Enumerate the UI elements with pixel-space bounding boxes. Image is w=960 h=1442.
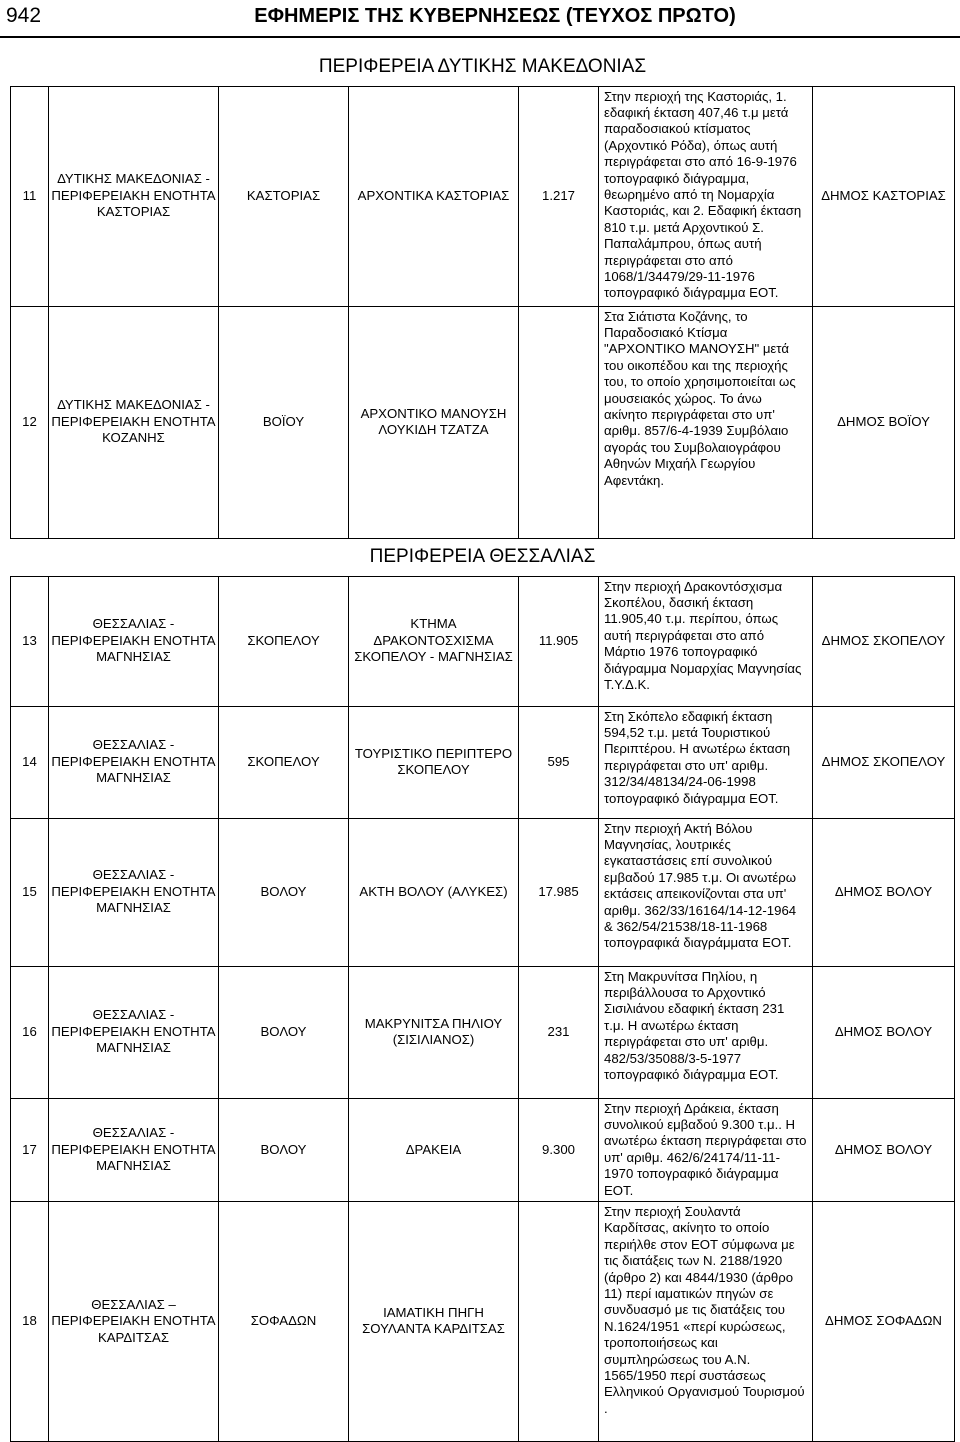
property-name-cell: ΑΡΧΟΝΤΙΚΟ ΜΑΝΟΥΣΗ ΛΟΥΚΙΔΗ ΤΖΑΤΖΑ <box>349 306 519 538</box>
page-number: 942 <box>6 4 42 27</box>
region-unit-cell: ΔΥΤΙΚΗΣ ΜΑΚΕΔΟΝΙΑΣ - ΠΕΡΙΦΕΡΕΙΑΚΗ ΕΝΟΤΗΤΑ ΚΑΣΤΟΡΙΑΣ <box>49 86 219 306</box>
property-name-cell: ΜΑΚΡΥΝΙΤΣΑ ΠΗΛΙΟΥ (ΣΙΣΙΛΙΑΝΟΣ) <box>349 966 519 1098</box>
location-cell: ΒΟΛΟΥ <box>219 1098 349 1201</box>
area-cell: 231 <box>519 966 599 1098</box>
region-heading-row <box>11 48 955 86</box>
municipality-cell: ΔΗΜΟΣ ΒΟΪΟΥ <box>813 306 955 538</box>
area-cell: 9.300 <box>519 1098 599 1201</box>
description-cell: Στη Σκόπελο εδαφική έκταση 594,52 τ.μ. μετά Τουριστικού Περιπτέρου. Η ανωτέρω έκταση περιγράφεται στο υπ' αριθμ. 312/34/48134/24-06-1998 τοπογραφικό διάγραμμα ΕΟΤ. <box>599 706 813 818</box>
region-heading-row <box>11 538 955 576</box>
gazette-title: ΕΦΗΜΕΡΙΣ ΤΗΣ ΚΥΒΕΡΝΗΣΕΩΣ (ΤΕΥΧΟΣ ΠΡΩΤΟ) <box>254 5 736 27</box>
description-cell: Στην περιοχή Ακτή Βόλου Μαγνησίας, λουτρικές εγκαταστάσεις επί συνολικού εμβαδού 17.985 τ.μ. Οι ανωτέρω εκτάσεις απεικονίζονται στα υπ' αριθμ. 362/33/16164/14-12-1964 & 362/54/21538/18-11-1968 τοπογραφικά διαγράμματα ΕΟΤ. <box>599 818 813 966</box>
description-cell: Στην περιοχή Δράκεια, έκταση συνολικού εμβαδού 9.300 τ.μ.. Η ανωτέρω έκταση περιγράφεται στο υπ' αριθμ. 462/6/24174/11-11-1970 τοπογραφικό διάγραμμα ΕΟΤ. <box>599 1098 813 1201</box>
location-cell: ΣΟΦΑΔΩΝ <box>219 1201 349 1441</box>
property-name-cell: ΙΑΜΑΤΙΚΗ ΠΗΓΗ ΣΟΥΛΑΝΤΑ ΚΑΡΔΙΤΣΑΣ <box>349 1201 519 1441</box>
row-number: 16 <box>11 966 49 1098</box>
description-cell: Στη Μακρυνίτσα Πηλίου, η περιβάλλουσα το Αρχοντικό Σισιλιάνου εδαφική έκταση 231 τ.μ. Η ανωτέρω έκταση περιγράφεται στο υπ' αριθμ. 482/53/35088/3-5-1977 τοπογραφικό διάγραμμα ΕΟΤ. <box>599 966 813 1098</box>
municipality-cell: ΔΗΜΟΣ ΚΑΣΤΟΡΙΑΣ <box>813 86 955 306</box>
description-cell: Στα Σιάτιστα Κοζάνης, το Παραδοσιακό Κτίσμα "ΑΡΧΟΝΤΙΚΟ ΜΑΝΟΥΣΗ" μετά του οικοπέδου και της περιοχής του, το οποίο χρησιμοποιείται ως μουσειακός χώρος. Το άνω ακίνητο περιγράφεται στο υπ' αριθμ. 857/6-4-1939 Συμβόλαιο αγοράς του Συμβολαιογράφου Αθηνών Μιχαήλ Γεωργίου Αφεντάκη. <box>599 306 813 538</box>
region-unit-cell: ΘΕΣΣΑΛΙΑΣ - ΠΕΡΙΦΕΡΕΙΑΚΗ ΕΝΟΤΗΤΑ ΜΑΓΝΗΣΙΑΣ <box>49 706 219 818</box>
municipality-cell: ΔΗΜΟΣ ΒΟΛΟΥ <box>813 1098 955 1201</box>
table-row <box>11 706 955 818</box>
table-row <box>11 86 955 306</box>
property-name-cell: ΑΡΧΟΝΤΙΚΑ ΚΑΣΤΟΡΙΑΣ <box>349 86 519 306</box>
description-cell: Στην περιοχή Σουλαντά Καρδίτσας, ακίνητο το οποίο περιήλθε στον ΕΟΤ σύμφωνα με τις διατάξεις των Ν. 2188/1920 (άρθρο 2) και 4844/1930 (άρθρο 11) περί ιαματικών πηγών σε συνδυασμό με τις διατάξεις του Ν.1624/1951 «περί κυρώσεως, τροποποιήσεως και συμπληρώσεως του Α.Ν. 1565/1950 περί συστάσεως Ελληνικού Οργανισμού Τουρισμού . <box>599 1201 813 1441</box>
municipality-cell: ΔΗΜΟΣ ΒΟΛΟΥ <box>813 966 955 1098</box>
location-cell: ΚΑΣΤΟΡΙΑΣ <box>219 86 349 306</box>
region-unit-cell: ΘΕΣΣΑΛΙΑΣ - ΠΕΡΙΦΕΡΕΙΑΚΗ ΕΝΟΤΗΤΑ ΜΑΓΝΗΣΙΑΣ <box>49 576 219 706</box>
table-row <box>11 818 955 966</box>
region-unit-cell: ΘΕΣΣΑΛΙΑΣ - ΠΕΡΙΦΕΡΕΙΑΚΗ ΕΝΟΤΗΤΑ ΜΑΓΝΗΣΙΑΣ <box>49 1098 219 1201</box>
municipality-cell: ΔΗΜΟΣ ΣΚΟΠΕΛΟΥ <box>813 576 955 706</box>
row-number: 11 <box>11 86 49 306</box>
description-cell: Στην περιοχή Δρακοντόσχισμα Σκοπέλου, δασική έκταση 11.905,40 τ.μ. περίπου, όπως αυτή περιγράφεται στο από Μάρτιο 1976 τοπογραφικό διάγραμμα Νομαρχίας Μαγνησίας Τ.Υ.Δ.Κ. <box>599 576 813 706</box>
location-cell: ΣΚΟΠΕΛΟΥ <box>219 706 349 818</box>
area-cell <box>519 1201 599 1441</box>
area-cell: 595 <box>519 706 599 818</box>
area-cell: 17.985 <box>519 818 599 966</box>
property-table <box>10 48 955 1442</box>
municipality-cell: ΔΗΜΟΣ ΣΚΟΠΕΛΟΥ <box>813 706 955 818</box>
area-cell: 1.217 <box>519 86 599 306</box>
table-row <box>11 576 955 706</box>
region-unit-cell: ΘΕΣΣΑΛΙΑΣ - ΠΕΡΙΦΕΡΕΙΑΚΗ ΕΝΟΤΗΤΑ ΜΑΓΝΗΣΙΑΣ <box>49 818 219 966</box>
location-cell: ΒΟΪΟΥ <box>219 306 349 538</box>
description-cell: Στην περιοχή της Καστοριάς, 1. εδαφική έκταση 407,46 τ.μ μετά παραδοσιακού κτίσματος (Αρχοντικό Ρόδα), όπως αυτή περιγράφεται στο από 16-9-1976 τοπογραφικό διάγραμμα, θεωρημένο από τη Νομαρχία Καστοριάς, και 2. Εδαφική έκταση 810 τ.μ. μετά Αρχοντικού Σ. Παπαλάμπρου, όπως αυτή περιγράφεται στο από 1068/1/34479/29-11-1976 τοπογραφικό διάγραμμα ΕΟΤ. <box>599 86 813 306</box>
property-name-cell: ΑΚΤΗ ΒΟΛΟΥ (ΑΛΥΚΕΣ) <box>349 818 519 966</box>
table-row <box>11 1098 955 1201</box>
table-row <box>11 306 955 538</box>
area-cell <box>519 306 599 538</box>
row-number: 14 <box>11 706 49 818</box>
location-cell: ΒΟΛΟΥ <box>219 966 349 1098</box>
row-number: 18 <box>11 1201 49 1441</box>
region-unit-cell: ΘΕΣΣΑΛΙΑΣ – ΠΕΡΙΦΕΡΕΙΑΚΗ ΕΝΟΤΗΤΑ ΚΑΡΔΙΤΣΑΣ <box>49 1201 219 1441</box>
region-heading: ΠΕΡΙΦΕΡΕΙΑ ΘΕΣΣΑΛΙΑΣ <box>369 546 596 567</box>
table-row <box>11 966 955 1098</box>
property-name-cell: ΤΟΥΡΙΣΤΙΚΟ ΠΕΡΙΠΤΕΡΟ ΣΚΟΠΕΛΟΥ <box>349 706 519 818</box>
region-unit-cell: ΔΥΤΙΚΗΣ ΜΑΚΕΔΟΝΙΑΣ - ΠΕΡΙΦΕΡΕΙΑΚΗ ΕΝΟΤΗΤΑ ΚΟΖΑΝΗΣ <box>49 306 219 538</box>
property-name-cell: ΚΤΗΜΑ ΔΡΑΚΟΝΤΟΣΧΙΣΜΑ ΣΚΟΠΕΛΟΥ - ΜΑΓΝΗΣΙΑΣ <box>349 576 519 706</box>
row-number: 15 <box>11 818 49 966</box>
location-cell: ΒΟΛΟΥ <box>219 818 349 966</box>
row-number: 13 <box>11 576 49 706</box>
region-unit-cell: ΘΕΣΣΑΛΙΑΣ - ΠΕΡΙΦΕΡΕΙΑΚΗ ΕΝΟΤΗΤΑ ΜΑΓΝΗΣΙΑΣ <box>49 966 219 1098</box>
page-header <box>0 0 960 38</box>
row-number: 12 <box>11 306 49 538</box>
property-name-cell: ΔΡΑΚΕΙΑ <box>349 1098 519 1201</box>
table-row <box>11 1201 955 1441</box>
row-number: 17 <box>11 1098 49 1201</box>
location-cell: ΣΚΟΠΕΛΟΥ <box>219 576 349 706</box>
municipality-cell: ΔΗΜΟΣ ΣΟΦΑΔΩΝ <box>813 1201 955 1441</box>
region-heading: ΠΕΡΙΦΕΡΕΙΑ ΔΥΤΙΚΗΣ ΜΑΚΕΔΟΝΙΑΣ <box>318 55 647 77</box>
municipality-cell: ΔΗΜΟΣ ΒΟΛΟΥ <box>813 818 955 966</box>
area-cell: 11.905 <box>519 576 599 706</box>
